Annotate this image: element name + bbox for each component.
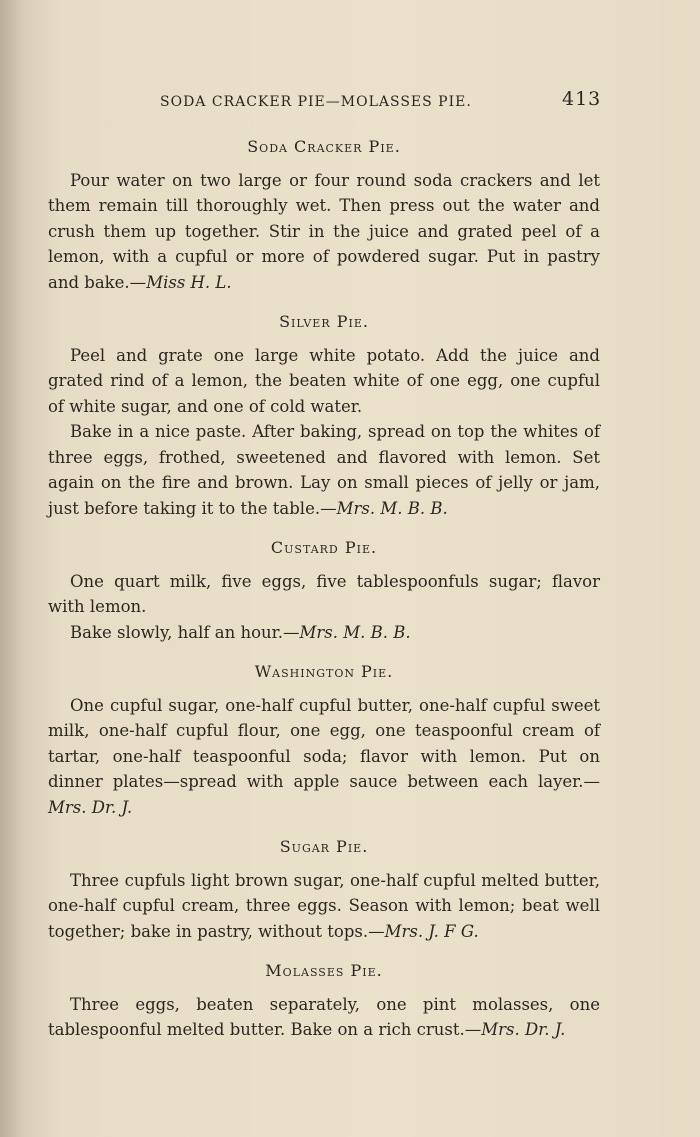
- recipe: [48, 834, 600, 944]
- recipe-signature: Mrs. M. B. B.: [336, 498, 448, 518]
- recipe-title: Sugar Pie.: [279, 837, 369, 856]
- recipe-title: Washington Pie.: [254, 662, 394, 681]
- recipe-text: Peel and grate one large white potato. Add the juice and grated rind of a lemon, the beaten white of one egg, one cupful of white sugar, and one of cold water.: [48, 345, 600, 416]
- recipe-title: Molasses Pie.: [265, 961, 383, 980]
- recipe-paragraph: [48, 569, 600, 620]
- recipe: [48, 535, 600, 645]
- recipe-paragraph: [48, 693, 600, 821]
- running-title: SODA CRACKER PIE—MOLASSES PIE.: [160, 94, 472, 110]
- page-number: 413: [562, 88, 602, 110]
- recipe-title: Soda Cracker Pie.: [247, 137, 401, 156]
- recipe-signature: Miss H. L.: [146, 272, 232, 292]
- recipe-text: Bake in a nice paste. After baking, spread on top the whites of three eggs, frothed, sweetened and flavored with lemon. Set again on the fire and brown. Lay on small pieces of jelly or jam, just before taking it to the table.—: [48, 422, 600, 518]
- recipe-signature: Mrs. J. F G.: [384, 921, 479, 941]
- recipe-title: Custard Pie.: [270, 538, 378, 557]
- recipe-paragraph: [48, 168, 600, 296]
- recipe-signature: Mrs. M. B. B.: [299, 622, 411, 642]
- recipe: [48, 958, 600, 1043]
- recipe-text: One cupful sugar, one-half cupful butter, one-half cupful sweet milk, one-half cupful flour, one egg, one teaspoonful cream of tartar, one-half teaspoonful soda; flavor with lemon. Put on dinner plates—spread with apple sauce between each layer.—: [48, 695, 600, 791]
- recipe-text: Bake slowly, half an hour.—: [70, 622, 300, 642]
- recipe-signature: Mrs. Dr. J.: [48, 797, 133, 817]
- recipe-title: Silver Pie.: [279, 312, 369, 331]
- recipe-text: Pour water on two large or four round soda crackers and let them remain till thoroughly wet. Then press out the water and crush them up together. Stir in the juice and grated peel of a lemon, with a cupful or more of powdered sugar. Put in pastry and bake.—: [48, 170, 600, 292]
- recipe-list: [48, 134, 600, 1057]
- recipe-paragraph: [48, 868, 600, 945]
- recipe: [48, 309, 600, 521]
- recipe-text: One quart milk, five eggs, five tablespoonfuls sugar; flavor with lemon.: [48, 571, 600, 616]
- recipe: [48, 134, 600, 295]
- recipe-paragraph: [48, 992, 600, 1043]
- recipe: [48, 659, 600, 820]
- recipe-text: Three cupfuls light brown sugar, one-half cupful melted butter, one-half cupful cream, three eggs. Season with lemon; beat well together; bake in pastry, without tops.—: [48, 870, 600, 941]
- recipe-paragraph: [48, 620, 600, 646]
- recipe-signature: Mrs. Dr. J.: [481, 1020, 566, 1039]
- recipe-paragraph: [48, 343, 600, 420]
- recipe-paragraph: [48, 419, 600, 521]
- recipe-text: Three eggs, beaten separately, one pint molasses, one tablespoonful melted butter. Bake on a rich crust.—: [48, 994, 600, 1039]
